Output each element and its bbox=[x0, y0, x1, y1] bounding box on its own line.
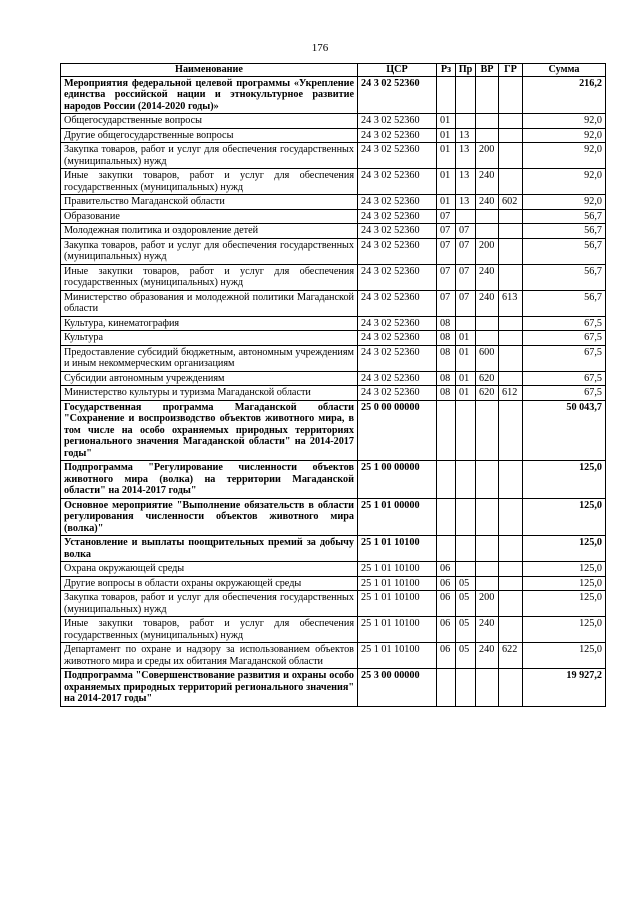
cell-csr: 24 3 02 52360 bbox=[358, 264, 437, 290]
table-row bbox=[61, 76, 606, 114]
cell-gr bbox=[499, 536, 523, 562]
cell-vr bbox=[476, 76, 499, 114]
cell-csr: 24 3 02 52360 bbox=[358, 195, 437, 210]
cell-rz: 07 bbox=[437, 264, 456, 290]
cell-csr: 24 3 02 52360 bbox=[358, 128, 437, 143]
cell-rz: 07 bbox=[437, 290, 456, 316]
cell-gr bbox=[499, 143, 523, 169]
cell-gr bbox=[499, 371, 523, 386]
cell-csr: 25 0 00 00000 bbox=[358, 400, 437, 461]
cell-csr: 24 3 02 52360 bbox=[358, 316, 437, 331]
cell-gr: 602 bbox=[499, 195, 523, 210]
cell-csr: 25 1 01 00000 bbox=[358, 498, 437, 536]
cell-name: Государственная программа Магаданской области "Сохранение и воспроизводство объектов животного мира, в том числе на особо охраняемых природных территориях регионального значения Магаданской области" на 2014-2017 годы" bbox=[61, 400, 358, 461]
header-sum: Сумма bbox=[523, 64, 606, 77]
cell-gr bbox=[499, 617, 523, 643]
cell-pr bbox=[456, 76, 476, 114]
cell-csr: 25 1 01 10100 bbox=[358, 562, 437, 577]
cell-pr: 13 bbox=[456, 128, 476, 143]
cell-vr bbox=[476, 576, 499, 591]
cell-name: Правительство Магаданской области bbox=[61, 195, 358, 210]
page-number: 176 bbox=[311, 42, 329, 54]
cell-vr: 240 bbox=[476, 617, 499, 643]
header-name: Наименование bbox=[61, 64, 358, 77]
cell-sum: 92,0 bbox=[523, 195, 606, 210]
table-row bbox=[61, 400, 606, 461]
cell-rz: 08 bbox=[437, 345, 456, 371]
cell-vr: 200 bbox=[476, 238, 499, 264]
cell-rz: 01 bbox=[437, 195, 456, 210]
cell-sum: 125,0 bbox=[523, 498, 606, 536]
cell-rz: 07 bbox=[437, 224, 456, 239]
cell-csr: 24 3 02 52360 bbox=[358, 169, 437, 195]
cell-name: Предоставление субсидий бюджетным, автономным учреждениям и иным некоммерческим организациям bbox=[61, 345, 358, 371]
cell-pr bbox=[456, 209, 476, 224]
cell-vr bbox=[476, 669, 499, 707]
cell-vr bbox=[476, 331, 499, 346]
cell-vr: 240 bbox=[476, 264, 499, 290]
cell-gr bbox=[499, 400, 523, 461]
table-row bbox=[61, 114, 606, 129]
cell-gr bbox=[499, 224, 523, 239]
cell-sum: 56,7 bbox=[523, 238, 606, 264]
cell-rz: 01 bbox=[437, 128, 456, 143]
cell-pr bbox=[456, 498, 476, 536]
cell-sum: 125,0 bbox=[523, 643, 606, 669]
cell-sum: 125,0 bbox=[523, 591, 606, 617]
cell-name: Иные закупки товаров, работ и услуг для обеспечения государственных (муниципальных) нужд bbox=[61, 617, 358, 643]
cell-rz: 01 bbox=[437, 114, 456, 129]
cell-rz: 06 bbox=[437, 591, 456, 617]
cell-csr: 24 3 02 52360 bbox=[358, 76, 437, 114]
cell-pr: 01 bbox=[456, 345, 476, 371]
table-row bbox=[61, 264, 606, 290]
cell-name: Другие общегосударственные вопросы bbox=[61, 128, 358, 143]
cell-sum: 92,0 bbox=[523, 114, 606, 129]
cell-pr: 13 bbox=[456, 143, 476, 169]
cell-gr: 612 bbox=[499, 386, 523, 401]
cell-vr bbox=[476, 224, 499, 239]
cell-csr: 25 1 01 10100 bbox=[358, 643, 437, 669]
table-row bbox=[61, 143, 606, 169]
header-gr: ГР bbox=[499, 64, 523, 77]
cell-sum: 67,5 bbox=[523, 345, 606, 371]
table-row bbox=[61, 290, 606, 316]
cell-gr: 613 bbox=[499, 290, 523, 316]
cell-gr bbox=[499, 114, 523, 129]
cell-vr: 240 bbox=[476, 643, 499, 669]
cell-gr bbox=[499, 591, 523, 617]
cell-rz: 06 bbox=[437, 643, 456, 669]
cell-pr: 07 bbox=[456, 290, 476, 316]
cell-name: Закупка товаров, работ и услуг для обеспечения государственных (муниципальных) нужд bbox=[61, 591, 358, 617]
cell-sum: 125,0 bbox=[523, 461, 606, 499]
cell-sum: 125,0 bbox=[523, 562, 606, 577]
cell-pr: 13 bbox=[456, 169, 476, 195]
cell-sum: 67,5 bbox=[523, 331, 606, 346]
table-row bbox=[61, 195, 606, 210]
cell-sum: 67,5 bbox=[523, 371, 606, 386]
cell-rz bbox=[437, 669, 456, 707]
cell-csr: 25 1 01 10100 bbox=[358, 591, 437, 617]
table-row bbox=[61, 169, 606, 195]
cell-csr: 25 1 01 10100 bbox=[358, 576, 437, 591]
cell-sum: 125,0 bbox=[523, 576, 606, 591]
cell-csr: 25 1 00 00000 bbox=[358, 461, 437, 499]
cell-vr bbox=[476, 461, 499, 499]
cell-sum: 56,7 bbox=[523, 264, 606, 290]
cell-gr bbox=[499, 345, 523, 371]
cell-csr: 24 3 02 52360 bbox=[358, 238, 437, 264]
cell-gr bbox=[499, 576, 523, 591]
table-row bbox=[61, 536, 606, 562]
cell-pr bbox=[456, 461, 476, 499]
cell-vr bbox=[476, 536, 499, 562]
cell-sum: 56,7 bbox=[523, 290, 606, 316]
table-row bbox=[61, 386, 606, 401]
cell-rz: 06 bbox=[437, 617, 456, 643]
cell-vr: 240 bbox=[476, 195, 499, 210]
cell-rz: 06 bbox=[437, 576, 456, 591]
cell-pr: 05 bbox=[456, 617, 476, 643]
cell-pr: 01 bbox=[456, 386, 476, 401]
cell-name: Установление и выплаты поощрительных премий за добычу волка bbox=[61, 536, 358, 562]
header-rz: Рз bbox=[437, 64, 456, 77]
cell-csr: 25 1 01 10100 bbox=[358, 536, 437, 562]
cell-gr bbox=[499, 76, 523, 114]
cell-name: Мероприятия федеральной целевой программы «Укрепление единства российской нации и этнокультурное развитие народов России (2014-2020 годы)» bbox=[61, 76, 358, 114]
cell-pr: 07 bbox=[456, 238, 476, 264]
table-row bbox=[61, 209, 606, 224]
table-row bbox=[61, 498, 606, 536]
cell-csr: 24 3 02 52360 bbox=[358, 209, 437, 224]
header-vr: ВР bbox=[476, 64, 499, 77]
cell-pr: 07 bbox=[456, 224, 476, 239]
cell-name: Охрана окружающей среды bbox=[61, 562, 358, 577]
cell-sum: 56,7 bbox=[523, 224, 606, 239]
cell-name: Министерство культуры и туризма Магаданской области bbox=[61, 386, 358, 401]
table-row bbox=[61, 643, 606, 669]
cell-csr: 24 3 02 52360 bbox=[358, 386, 437, 401]
cell-gr bbox=[499, 209, 523, 224]
cell-gr bbox=[499, 461, 523, 499]
cell-sum: 67,5 bbox=[523, 386, 606, 401]
cell-sum: 56,7 bbox=[523, 209, 606, 224]
cell-sum: 125,0 bbox=[523, 536, 606, 562]
cell-vr bbox=[476, 114, 499, 129]
cell-rz: 08 bbox=[437, 386, 456, 401]
cell-rz: 08 bbox=[437, 371, 456, 386]
cell-name: Основное мероприятие "Выполнение обязательств в области регулирования численности объектов животного мира (волка)" bbox=[61, 498, 358, 536]
cell-gr bbox=[499, 169, 523, 195]
cell-csr: 24 3 02 52360 bbox=[358, 371, 437, 386]
cell-name: Другие вопросы в области охраны окружающей среды bbox=[61, 576, 358, 591]
cell-sum: 19 927,2 bbox=[523, 669, 606, 707]
cell-pr bbox=[456, 536, 476, 562]
cell-name: Подпрограмма "Совершенствование развития и охраны особо охраняемых природных территорий регионального значения" на 2014-2017 годы" bbox=[61, 669, 358, 707]
cell-rz bbox=[437, 498, 456, 536]
cell-name: Подпрограмма "Регулирование численности объектов животного мира (волка) на территории Магаданской области" на 2014-2017 годы" bbox=[61, 461, 358, 499]
cell-name: Иные закупки товаров, работ и услуг для обеспечения государственных (муниципальных) нужд bbox=[61, 169, 358, 195]
cell-name: Молодежная политика и оздоровление детей bbox=[61, 224, 358, 239]
table-row bbox=[61, 617, 606, 643]
cell-rz: 07 bbox=[437, 209, 456, 224]
cell-pr: 05 bbox=[456, 576, 476, 591]
cell-sum: 92,0 bbox=[523, 128, 606, 143]
header-pr: Пр bbox=[456, 64, 476, 77]
cell-sum: 50 043,7 bbox=[523, 400, 606, 461]
cell-name: Общегосударственные вопросы bbox=[61, 114, 358, 129]
cell-vr: 200 bbox=[476, 591, 499, 617]
cell-vr bbox=[476, 400, 499, 461]
cell-vr: 240 bbox=[476, 169, 499, 195]
cell-rz: 01 bbox=[437, 169, 456, 195]
cell-sum: 216,2 bbox=[523, 76, 606, 114]
cell-sum: 92,0 bbox=[523, 169, 606, 195]
cell-name: Иные закупки товаров, работ и услуг для обеспечения государственных (муниципальных) нужд bbox=[61, 264, 358, 290]
cell-rz: 01 bbox=[437, 143, 456, 169]
cell-gr bbox=[499, 238, 523, 264]
cell-rz bbox=[437, 536, 456, 562]
cell-name: Образование bbox=[61, 209, 358, 224]
cell-vr: 240 bbox=[476, 290, 499, 316]
cell-name: Культура, кинематография bbox=[61, 316, 358, 331]
cell-csr: 24 3 02 52360 bbox=[358, 114, 437, 129]
cell-gr bbox=[499, 331, 523, 346]
table-row bbox=[61, 591, 606, 617]
cell-pr: 05 bbox=[456, 591, 476, 617]
cell-gr bbox=[499, 498, 523, 536]
cell-vr: 620 bbox=[476, 371, 499, 386]
cell-csr: 24 3 02 52360 bbox=[358, 290, 437, 316]
cell-csr: 24 3 02 52360 bbox=[358, 345, 437, 371]
cell-rz: 07 bbox=[437, 238, 456, 264]
cell-rz: 08 bbox=[437, 331, 456, 346]
table-row bbox=[61, 238, 606, 264]
cell-name: Министерство образования и молодежной политики Магаданской области bbox=[61, 290, 358, 316]
cell-name: Культура bbox=[61, 331, 358, 346]
cell-pr bbox=[456, 562, 476, 577]
cell-pr: 13 bbox=[456, 195, 476, 210]
budget-table bbox=[60, 63, 606, 707]
table-row bbox=[61, 669, 606, 707]
cell-vr bbox=[476, 498, 499, 536]
table-row bbox=[61, 345, 606, 371]
cell-gr: 622 bbox=[499, 643, 523, 669]
cell-vr: 620 bbox=[476, 386, 499, 401]
table-row bbox=[61, 128, 606, 143]
cell-sum: 125,0 bbox=[523, 617, 606, 643]
cell-rz: 08 bbox=[437, 316, 456, 331]
table-row bbox=[61, 224, 606, 239]
table-row bbox=[61, 461, 606, 499]
cell-gr bbox=[499, 264, 523, 290]
cell-pr: 07 bbox=[456, 264, 476, 290]
table-row bbox=[61, 316, 606, 331]
cell-vr bbox=[476, 209, 499, 224]
cell-csr: 25 1 01 10100 bbox=[358, 617, 437, 643]
cell-pr bbox=[456, 400, 476, 461]
cell-vr bbox=[476, 128, 499, 143]
cell-name: Закупка товаров, работ и услуг для обеспечения государственных (муниципальных) нужд bbox=[61, 143, 358, 169]
cell-pr bbox=[456, 669, 476, 707]
cell-csr: 24 3 02 52360 bbox=[358, 143, 437, 169]
cell-csr: 24 3 02 52360 bbox=[358, 331, 437, 346]
cell-sum: 92,0 bbox=[523, 143, 606, 169]
cell-gr bbox=[499, 316, 523, 331]
table-row bbox=[61, 576, 606, 591]
cell-name: Закупка товаров, работ и услуг для обеспечения государственных (муниципальных) нужд bbox=[61, 238, 358, 264]
table-header-row bbox=[61, 64, 606, 77]
cell-gr bbox=[499, 128, 523, 143]
header-csr: ЦСР bbox=[358, 64, 437, 77]
cell-name: Департамент по охране и надзору за использованием объектов животного мира и среды их обитания Магаданской области bbox=[61, 643, 358, 669]
cell-rz bbox=[437, 461, 456, 499]
cell-vr bbox=[476, 316, 499, 331]
cell-gr bbox=[499, 669, 523, 707]
cell-pr: 01 bbox=[456, 371, 476, 386]
cell-csr: 24 3 02 52360 bbox=[358, 224, 437, 239]
table-row bbox=[61, 331, 606, 346]
cell-vr: 200 bbox=[476, 143, 499, 169]
cell-pr: 05 bbox=[456, 643, 476, 669]
table-row bbox=[61, 371, 606, 386]
table-row bbox=[61, 562, 606, 577]
cell-pr bbox=[456, 316, 476, 331]
cell-gr bbox=[499, 562, 523, 577]
cell-rz bbox=[437, 76, 456, 114]
cell-sum: 67,5 bbox=[523, 316, 606, 331]
cell-pr bbox=[456, 114, 476, 129]
cell-name: Субсидии автономным учреждениям bbox=[61, 371, 358, 386]
cell-rz: 06 bbox=[437, 562, 456, 577]
cell-csr: 25 3 00 00000 bbox=[358, 669, 437, 707]
cell-rz bbox=[437, 400, 456, 461]
cell-vr: 600 bbox=[476, 345, 499, 371]
cell-pr: 01 bbox=[456, 331, 476, 346]
cell-vr bbox=[476, 562, 499, 577]
